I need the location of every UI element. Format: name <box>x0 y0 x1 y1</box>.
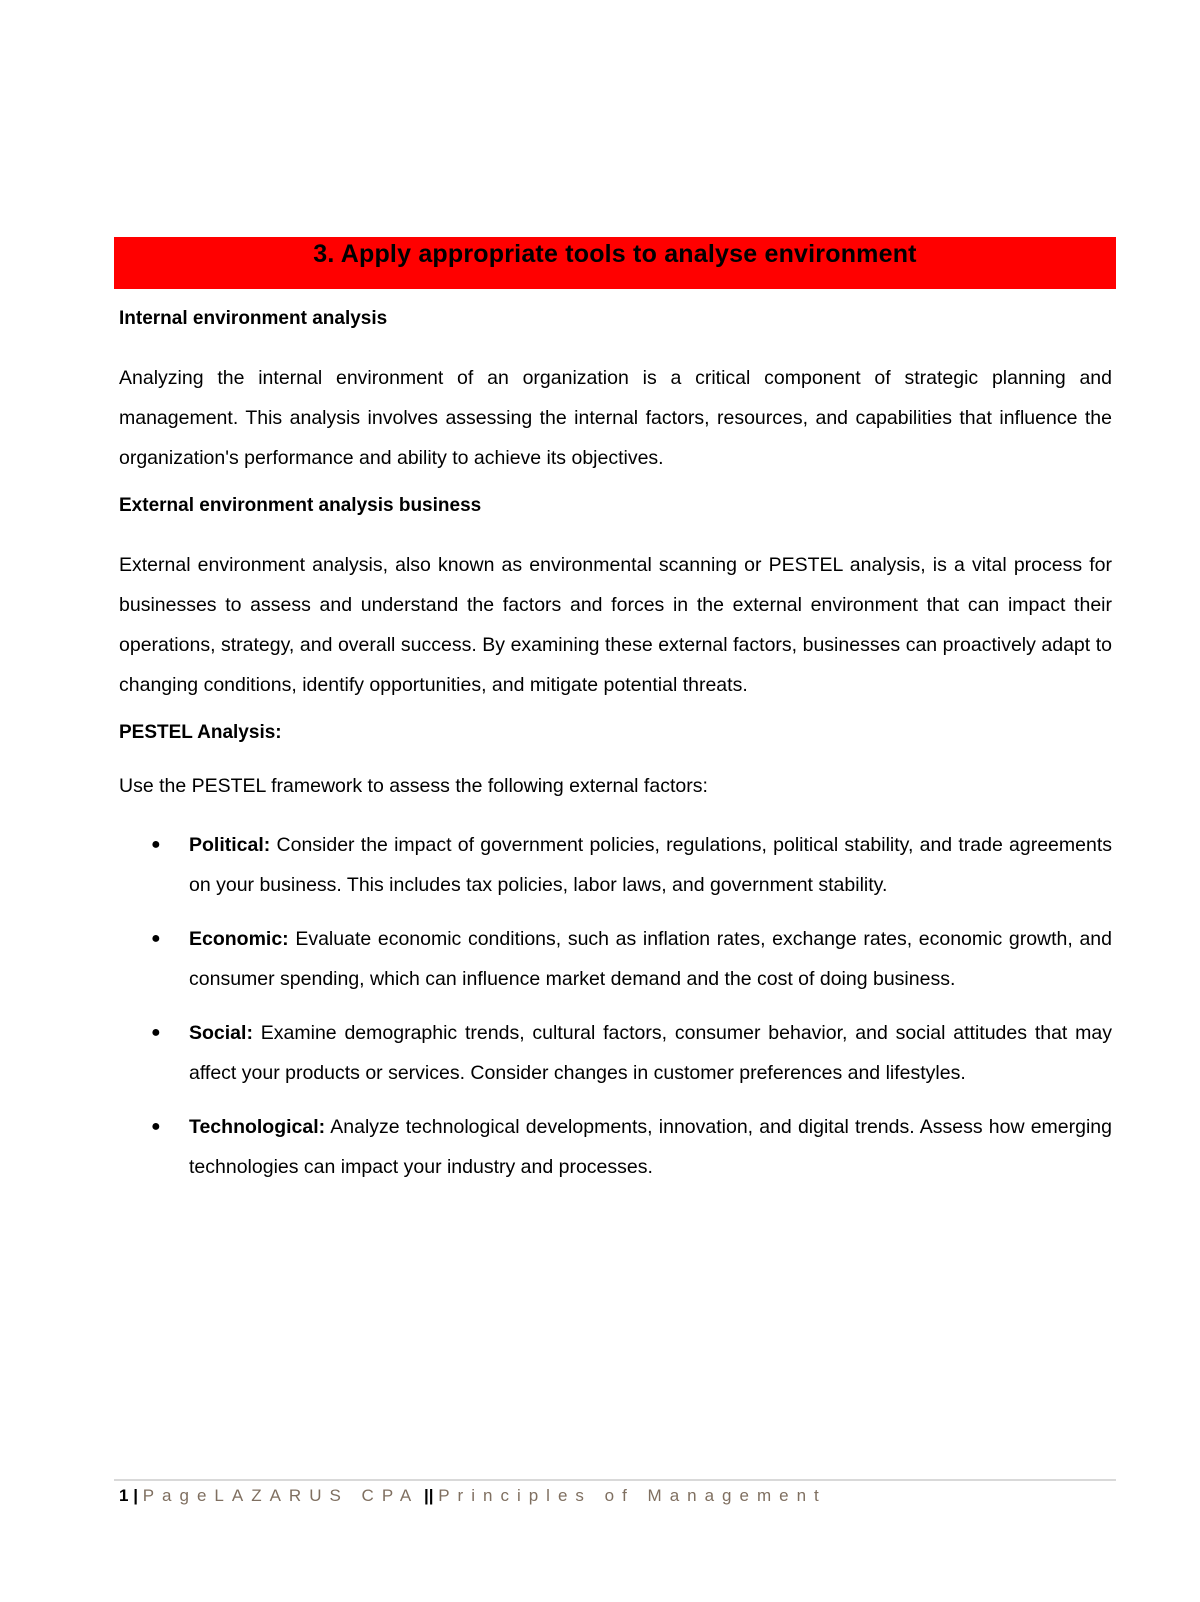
factor-name: Political: <box>189 834 271 856</box>
footer-divider <box>114 1479 1116 1481</box>
section-title-banner <box>114 237 1116 289</box>
document-body <box>119 305 1112 1201</box>
section-title: 3. Apply appropriate tools to analyse environment <box>313 240 917 268</box>
list-item-economic <box>119 919 1112 999</box>
pestel-intro: Use the PESTEL framework to assess the following external factors: <box>119 775 708 797</box>
footer-separator: | <box>133 1486 138 1505</box>
page-footer <box>119 1484 827 1508</box>
factor-name: Social: <box>189 1022 253 1044</box>
factor-name: Technological: <box>189 1116 326 1138</box>
factor-text: Examine demographic trends, cultural factors, consumer behavior, and social attitudes that may affect your products or services. Consider changes in customer preferences and lifestyles. <box>189 1022 1112 1084</box>
factor-name: Economic: <box>189 928 289 950</box>
internal-analysis-paragraph: Analyzing the internal environment of an organization is a critical component of strategic planning and management. This analysis involves assessing the internal factors, resources, and capabilities that influence the organization's performance and ability to achieve its objectives. <box>119 367 1112 469</box>
pestel-heading: PESTEL Analysis: <box>119 722 282 743</box>
pestel-factor-list <box>119 825 1112 1187</box>
bullet-icon: ● <box>151 1024 161 1041</box>
factor-text: Consider the impact of government policies, regulations, political stability, and trade agreements on your business. This includes tax policies, labor laws, and government stability. <box>189 834 1113 896</box>
list-item-political <box>119 825 1112 905</box>
factor-text: Analyze technological developments, innovation, and digital trends. Assess how emerging technologies can impact your industry and processes. <box>189 1116 1112 1178</box>
footer-page-label: PageLAZARUS CPA <box>142 1486 420 1505</box>
footer-course-name: Principles of Management <box>438 1486 827 1505</box>
factor-text: Evaluate economic conditions, such as inflation rates, exchange rates, economic growth, and consumer spending, which can influence market demand and the cost of doing business. <box>189 928 1112 990</box>
bullet-icon: ● <box>151 930 161 947</box>
external-analysis-paragraph: External environment analysis, also known as environmental scanning or PESTEL analysis, is a vital process for businesses to assess and understand the factors and forces in the external environment that can impact their operations, strategy, and overall success. By examining these external factors, businesses can proactively adapt to changing conditions, identify opportunities, and mitigate potential threats. <box>119 554 1112 696</box>
internal-analysis-heading: Internal environment analysis <box>119 308 388 329</box>
external-analysis-heading: External environment analysis business <box>119 495 482 516</box>
list-item-technological <box>119 1107 1112 1187</box>
list-item-social <box>119 1013 1112 1093</box>
footer-page-number: 1 <box>119 1486 129 1505</box>
bullet-icon: ● <box>151 836 161 853</box>
footer-double-separator: || <box>423 1486 434 1505</box>
bullet-icon: ● <box>151 1118 161 1135</box>
